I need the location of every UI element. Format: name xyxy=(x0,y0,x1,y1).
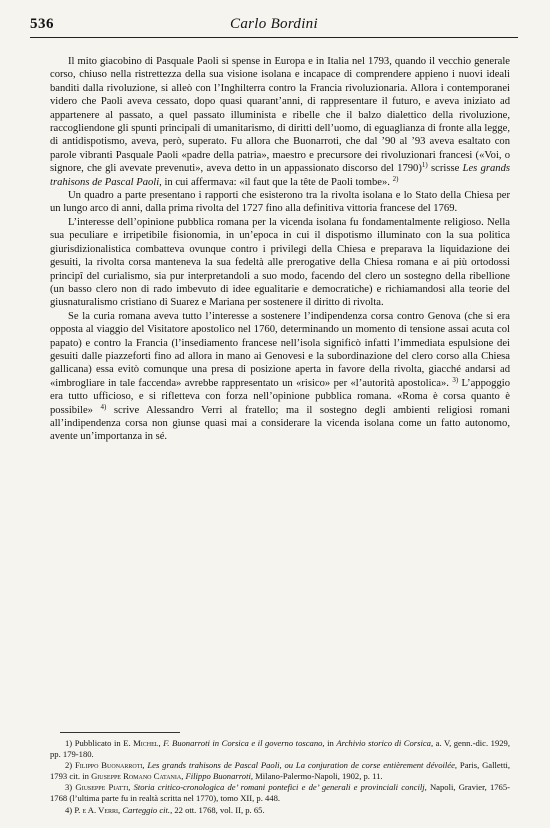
running-head: Carlo Bordini xyxy=(230,16,318,32)
header-rule xyxy=(30,37,518,38)
footnote: 4) P. e A. Verri, Carteggio cit., 22 ott. 1768, vol. II, p. 65. xyxy=(65,804,265,815)
body-text xyxy=(50,55,510,444)
paragraph: Se la curia romana aveva tutto l’interesse a sostenere l’indipendenza corsa contro Genova (che si era opposta al viaggio del Visitatore apostolico nel 1760, determinando un momento di tensione assai acuta col papato) e contro la Francia (l’insediamento francese nell’isola significò infatti l’immediata espulsione dei gesuiti dalle piazzeforti fino ad allora in mano ai Genovesi e la subordinazione del clero corso alla Chiesa gallicana) essa evitò comunque una presa di posizione aperta in favore della rivolta, giacché andarsi ad «imbrogliare in tale faccenda» avrebbe rappresentato un «risico» per «l’autorità apostolica». $^{3)}$ L’appoggio era tutto ufficioso, e si rifletteva con forza nell’opinione pubblica romana. «Roma è corsa quanto è possibile» $^{4)}$ scrive Alessandro Verri al fratello; ma il sostegno degli ambienti religiosi romani all’indipendenza corsa non giunse quasi mai a considerare la vicenda isolana come un fatto autonomo, avente un’importanza in sé. xyxy=(50,310,510,443)
footnotes xyxy=(50,738,510,816)
footnote: 2) Filippo Buonarroti, Les grands trahisons de Pascal Paoli, ou La conjuration de corse entièrement dévoilée, Paris, Galletti, 1793 cit. in Giuseppe Romano Catania, Filippo Buonarroti, Milano-Palermo-Napoli, 1902, p. 11. xyxy=(50,760,511,781)
paragraph: Il mito giacobino di Pasquale Paoli si spense in Europa e in Italia nel 1793, quando il vecchio generale corso, chiuso nella ristrettezza della sua visione isolana e incapace di comprendere appieno i nuovi ideali banditi dalla rivoluzione, si alleò con l’Inghilterra contro la Francia rivoluzionaria. Allora i contemporanei videro che Paoli aveva cessato, dopo quasi quarant’anni, di rappresentare il futuro, e aveva iniziato ad appartenere al passato, a quel passato illuminista e ribelle che il balzo dialettico della rivoluzione, raccogliendone gli spunti principali di umanitarismo, di diritti dell’uomo, di eguaglianza di fronte alla legge, di antidispotismo, aveva, però, superato. Fu allora che Buonarroti, che dal ’90 al ’93 aveva esaltato con parole vibranti Pasquale Paoli «padre della patria», maestro e precursore dei rivoluzionari francesi («Voi, o signore, che gli avevate prevenuti», aveva detto in un appassionato discorso del 1790)$^{1)}$ scrisse Les grands trahisons de Pascal Paoli, in cui affermava: «il faut que la tête de Paoli tombe». $^{2)}$ xyxy=(50,56,510,188)
footnote: 3) Giuseppe Piatti, Storia critico-cronologica de’ romani pontefici e de’ generali e provinciali concilj, Napoli, Gravier, 1765-1768 (l’ultima parte fu in realtà scritta nel 1770), tomo XII, p. 448. xyxy=(50,782,510,803)
page-number: 536 xyxy=(30,16,54,32)
page-header xyxy=(30,16,518,38)
paragraph: L’interesse dell’opinione pubblica romana per la vicenda isolana fu fondamentalmente religioso. Nella sua peculiare e irripetibile fisionomia, in un’epoca in cui il dispotismo illuminato con la sua politica giurisdizionalistica combatteva ovunque contro i privilegi della Chiesa e preparava la liquidazione dei gesuiti, la rivolta corsa manteneva la sua fedeltà alle prerogative della Chiesa romana e ai più ortodossi principî del curialismo, sia pur interpretandoli a suo modo, facendo del clero un sostegno della ribellione (un basso clero non di rado imbevuto di idee egualitarie e democratiche) e richiamandosi alla teorie del giusnaturalismo cristiano di Suarez e Mariana per sostenere il diritto di rivolta. xyxy=(50,216,510,309)
paragraph: Un quadro a parte presentano i rapporti che esisterono tra la rivolta isolana e lo Stato della Chiesa per un lungo arco di anni, dalla prima rivolta del 1727 fino alla definitiva vittoria francese del 1769. xyxy=(50,190,510,215)
footnote: 1) Pubblicato in E. Michel, F. Buonarroti in Corsica e il governo toscano, in Archivio storico di Corsica, a. V, genn.-dic. 1929, pp. 179-180. xyxy=(50,738,510,759)
footnote-rule xyxy=(60,732,180,733)
